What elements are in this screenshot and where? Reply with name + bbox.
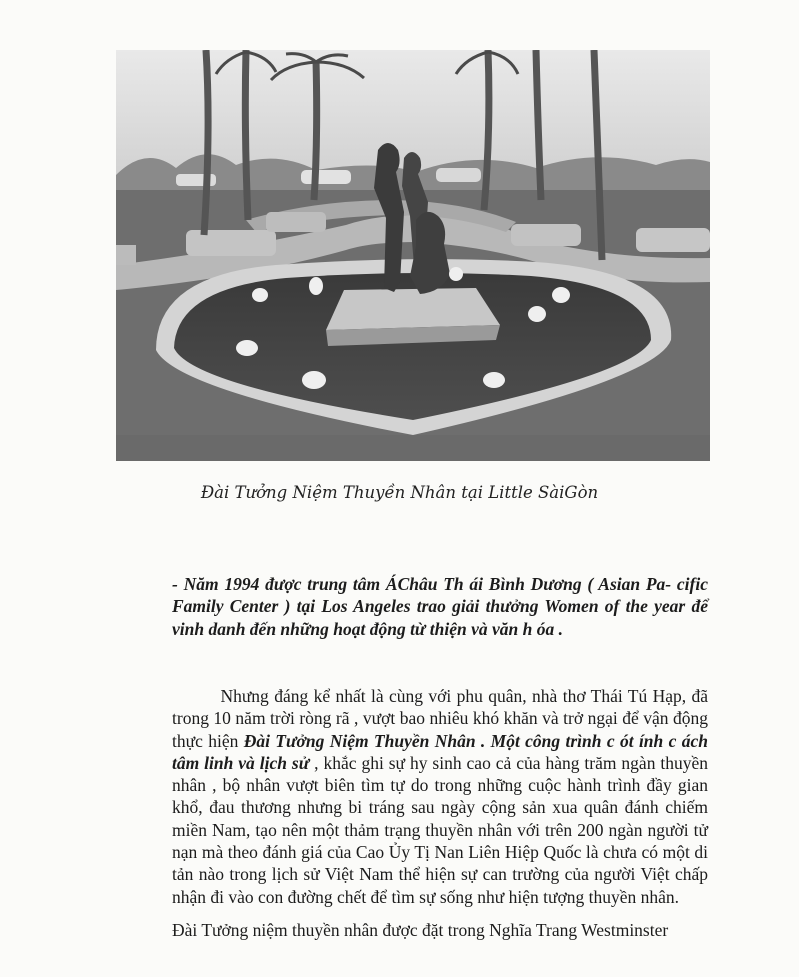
- paragraph-memorial-emphasis: Đài Tưởng Niệm Thuyền Nhân . Một công trình c ót ính c ách tâm linh và lịch sử: [172, 730, 708, 773]
- paragraph-memorial-text-2: , khắc ghi sự hy sinh cao cả của hàng trăm ngàn thuyền nhân , bộ nhân vượt biên tìm tự do trong những cuộc hành trình đầy gian khổ, đau thương nhưng bi tráng sau ngày cộng sản xua quân đánh chiếm miền Nam, tạo nên một thảm trạng thuyền nhân với trên 200 ngàn người tử nạn mà theo đánh giá của Cao Ủy Tị Nan Liên Hiệp Quốc là chưa có một di tản nào trong lịch sử Việt Nam thể hiện sự can trường của người Việt chấp nhận đi vào con đường chết để tìm sự sống như hiện tượng thuyền nhân.: [172, 752, 709, 907]
- paragraph-memorial: [172, 685, 708, 908]
- memorial-photo: [116, 50, 710, 461]
- paragraph-memorial-text-1: Nhưng đáng kể nhất là cùng với phu quân, nhà thơ Thái Tú Hạp, đã trong 10 năm trời ròng rã , vượt bao nhiêu khó khăn và trở ngại để vận động thực hiện: [172, 686, 709, 751]
- photo-caption: Đài Tưởng Niệm Thuyền Nhân tại Little SàiGòn: [200, 483, 599, 502]
- paragraph-award: - Năm 1994 được trung tâm ÁChâu Th ái Bình Dương ( Asian Pa- cific Family Center ) tại Los Angeles trao giải thưởng Women of the year để vinh danh đến những hoạt động từ thiện và văn h óa .: [172, 574, 708, 639]
- paragraph-location: Đài Tưởng niệm thuyền nhân được đặt trong Nghĩa Trang Westminster: [172, 920, 669, 940]
- boat-people-memorial-photo-icon: [116, 50, 710, 461]
